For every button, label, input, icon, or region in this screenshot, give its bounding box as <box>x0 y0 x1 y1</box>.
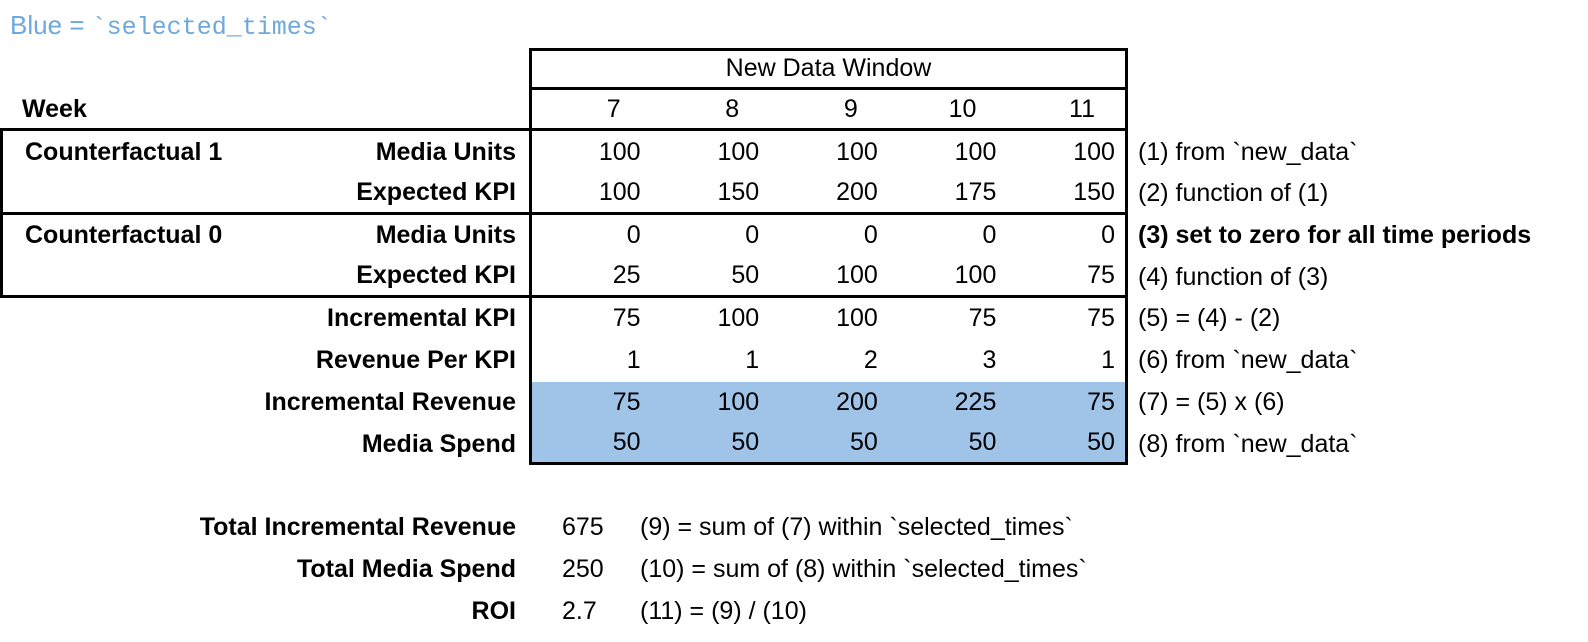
annotation: (1) from `new_data` <box>1138 137 1358 166</box>
summary-section <box>0 506 1380 632</box>
annotation-cell <box>1128 340 1588 382</box>
data-value: 1 <box>626 346 641 375</box>
annotation-cell <box>1128 382 1588 424</box>
data-value: 100 <box>954 137 997 166</box>
week-number: 7 <box>606 94 621 123</box>
data-value: 100 <box>836 137 878 166</box>
data-value: 75 <box>968 304 997 333</box>
data-value: 200 <box>836 177 878 206</box>
data-value: 150 <box>717 177 760 206</box>
row-label-cell <box>0 340 529 382</box>
annotation: (5) = (4) - (2) <box>1138 304 1281 333</box>
data-value: 225 <box>954 387 997 416</box>
row-label: Incremental KPI <box>327 304 516 333</box>
data-row <box>529 298 1128 340</box>
data-value: 50 <box>849 428 878 457</box>
row-label-cell <box>0 48 529 90</box>
data-value: 0 <box>1101 221 1115 250</box>
data-value: 100 <box>717 304 760 333</box>
week-header-label <box>0 90 529 132</box>
data-row <box>529 215 1128 257</box>
data-value: 1 <box>745 346 760 375</box>
data-value: 50 <box>612 428 641 457</box>
data-value: 100 <box>836 304 878 333</box>
data-row <box>529 256 1128 298</box>
annotation-cell <box>1128 298 1588 340</box>
annotation: (7) = (5) x (6) <box>1138 387 1285 416</box>
data-value: 100 <box>598 137 641 166</box>
annotation-cell <box>1128 215 1588 257</box>
data-value: 75 <box>1087 261 1115 290</box>
row-label: Revenue Per KPI <box>315 346 516 375</box>
legend-label: Blue = <box>10 10 92 40</box>
summary-label-cell <box>0 548 516 590</box>
summary-annotation: (11) = (9) / (10) <box>640 596 807 625</box>
data-value: 25 <box>612 261 641 290</box>
data-value: 75 <box>1087 304 1115 333</box>
data-row <box>529 382 1128 424</box>
group-label: Counterfactual 0 <box>25 221 223 250</box>
summary-value-cell <box>516 506 640 548</box>
summary-annotation: (10) = sum of (8) within `selected_times` <box>640 554 1087 583</box>
data-value: 50 <box>731 428 760 457</box>
row-label: Media Units <box>375 221 516 250</box>
row-label: Incremental Revenue <box>264 387 516 416</box>
data-value: 100 <box>1073 137 1115 166</box>
data-value: 200 <box>836 387 878 416</box>
data-value: 50 <box>1087 428 1115 457</box>
data-value: 100 <box>717 387 760 416</box>
data-value: 100 <box>717 137 760 166</box>
row-label-cell <box>0 215 529 257</box>
summary-value-cell <box>516 590 640 632</box>
row-label-cell <box>0 423 529 465</box>
window-title: New Data Window <box>725 54 932 83</box>
row-label-cell <box>0 298 529 340</box>
legend <box>10 10 332 42</box>
row-label: Expected KPI <box>356 261 516 290</box>
data-row <box>529 173 1128 215</box>
data-row <box>529 131 1128 173</box>
annotation: (2) function of (1) <box>1138 179 1329 208</box>
row-label-cell <box>0 256 529 298</box>
row-label-cell <box>0 382 529 424</box>
summary-annotation-cell <box>640 506 1380 548</box>
row-label: Media Units <box>375 137 516 166</box>
week-number: 10 <box>948 94 977 123</box>
data-value: 0 <box>626 221 641 250</box>
legend-code: `selected_times` <box>91 13 332 42</box>
data-value: 50 <box>968 428 997 457</box>
annotation-cell <box>1128 256 1588 298</box>
summary-value: 250 <box>562 554 604 583</box>
data-value: 3 <box>982 346 997 375</box>
data-value: 100 <box>954 261 997 290</box>
data-value: 100 <box>598 177 641 206</box>
annotation-cell <box>1128 423 1588 465</box>
data-row <box>529 340 1128 382</box>
window-title-cell <box>529 48 1128 90</box>
data-value: 175 <box>954 177 997 206</box>
week-label: Week <box>22 94 87 123</box>
annotation: (4) function of (3) <box>1138 262 1329 291</box>
row-label: Expected KPI <box>356 177 516 206</box>
data-value: 100 <box>836 261 878 290</box>
summary-label: Total Incremental Revenue <box>199 512 516 541</box>
summary-annotation-cell <box>640 590 1380 632</box>
data-value: 0 <box>745 221 760 250</box>
roi-table <box>0 48 1588 465</box>
summary-label: ROI <box>471 596 516 625</box>
data-value: 75 <box>1087 387 1115 416</box>
data-value: 50 <box>731 261 760 290</box>
summary-label-cell <box>0 506 516 548</box>
row-label-cell <box>0 131 529 173</box>
group-label: Counterfactual 1 <box>25 137 223 166</box>
annotation: (6) from `new_data` <box>1138 346 1358 375</box>
week-number: 8 <box>725 94 740 123</box>
annotation-cell <box>1128 173 1588 215</box>
summary-annotation-cell <box>640 548 1380 590</box>
row-label-cell <box>0 173 529 215</box>
annotation: (3) set to zero for all time periods <box>1138 221 1532 250</box>
data-value: 2 <box>863 346 878 375</box>
annotation: (8) from `new_data` <box>1138 429 1358 458</box>
row-label: Media Spend <box>361 429 516 458</box>
annotation-cell <box>1128 48 1588 90</box>
week-number: 11 <box>1069 94 1095 123</box>
summary-value-cell <box>516 548 640 590</box>
data-value: 150 <box>1073 177 1115 206</box>
annotation-cell <box>1128 131 1588 173</box>
data-value: 0 <box>863 221 878 250</box>
data-value: 0 <box>982 221 997 250</box>
summary-annotation: (9) = sum of (7) within `selected_times` <box>640 512 1073 541</box>
summary-label: Total Media Spend <box>297 554 516 583</box>
data-value: 75 <box>612 387 641 416</box>
summary-value: 2.7 <box>562 596 597 625</box>
summary-value: 675 <box>562 512 604 541</box>
week-row <box>529 90 1128 132</box>
week-number: 9 <box>843 94 858 123</box>
summary-label-cell <box>0 590 516 632</box>
annotation-cell <box>1128 90 1588 132</box>
data-row <box>529 423 1128 465</box>
data-value: 1 <box>1101 346 1115 375</box>
data-value: 75 <box>612 304 641 333</box>
